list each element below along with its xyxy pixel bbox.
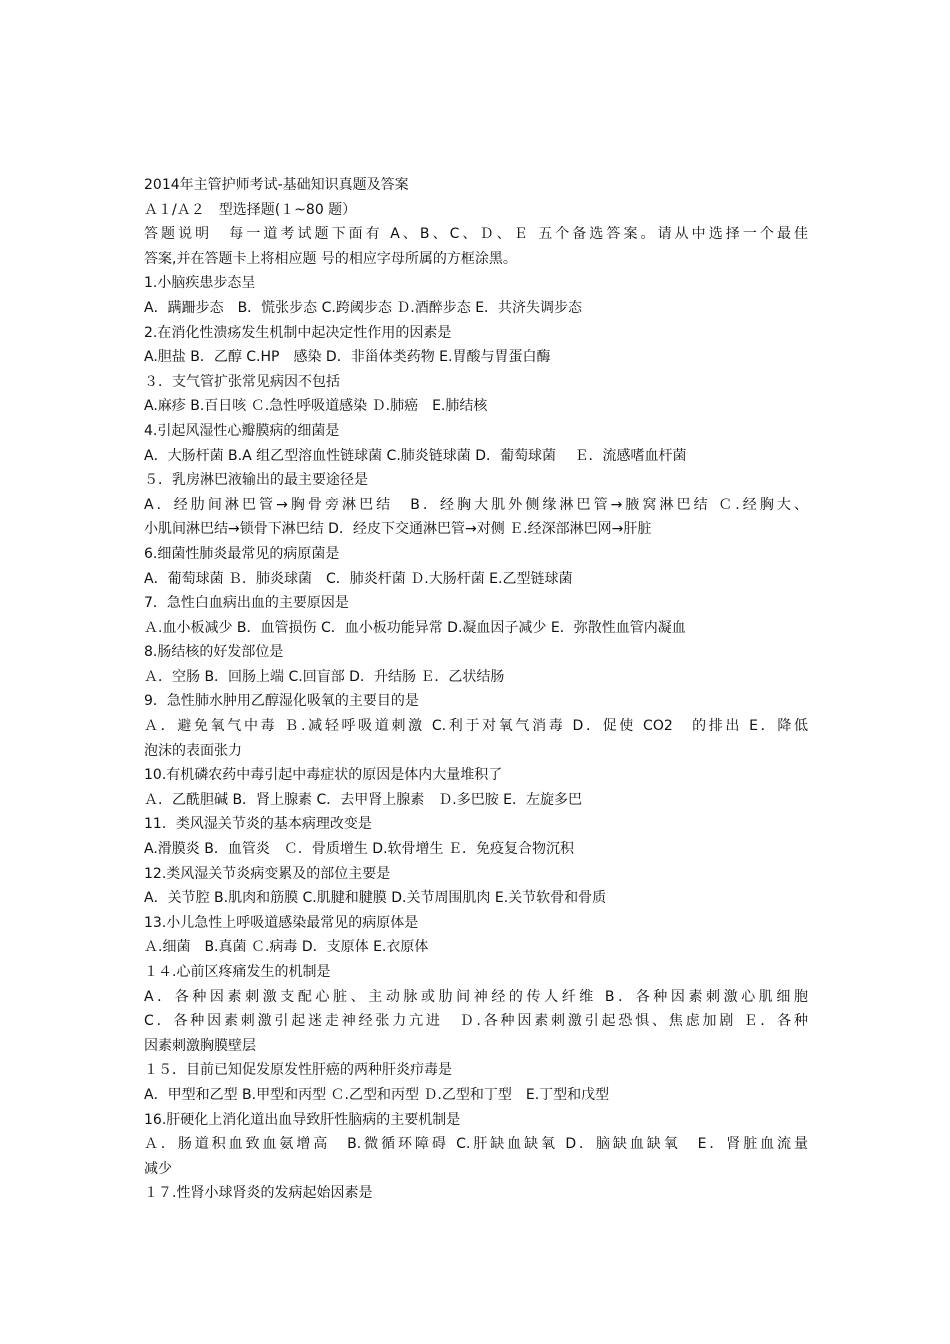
- instructions-line: 答题说明 每一道考试题下面有 A、B、C、Ｄ、Ｅ 五个备选答案。请从中选择一个最佳: [144, 226, 808, 243]
- question-options: A．关节腔 B.肌肉和筋膜 C.肌腱和腱膜 D.关节周围肌肉 E.关节软骨和骨质: [144, 890, 607, 907]
- question-stem: 13.小儿急性上呼吸道感染最常见的病原体是: [144, 914, 419, 931]
- question-stem: 1.小脑疾患步态呈: [144, 275, 256, 292]
- question-stem: 12.类风湿关节炎病变累及的部位主要是: [144, 865, 391, 882]
- question-options: 小肌间淋巴结→锁骨下淋巴结 D．经皮下交通淋巴管→对侧 Ｅ.经深部淋巴网→肝脏: [144, 521, 652, 538]
- question-options: A.麻疹 B.百日咳 Ｃ.急性呼吸道感染 Ｄ.肺癌 E.肺结核: [144, 398, 488, 415]
- question-options: A．蹒跚步态 B．慌张步态 C.跨阈步态 Ｄ.酒醉步态 E．共济失调步态: [144, 299, 583, 316]
- instructions-line: 答案,并在答题卡上将相应题 号的相应字母所属的方框涂黑。: [144, 250, 517, 267]
- question-stem: 16.肝硬化上消化道出血导致肝性脑病的主要机制是: [144, 1111, 461, 1128]
- question-options: A．经肋间淋巴管→胸骨旁淋巴结 B．经胸大肌外侧缘淋巴管→腋窝淋巴结 Ｃ.经胸大、: [144, 496, 808, 513]
- question-options: A.胆盐 B．乙醇 C.HP 感染 D．非甾体类药物 E.胃酸与胃蛋白酶: [144, 349, 551, 366]
- question-stem: ５．乳房淋巴液输出的最主要途径是: [144, 472, 368, 489]
- question-options: 泡沫的表面张力: [144, 742, 242, 759]
- question-stem: ３．支气管扩张常见病因不包括: [144, 373, 340, 390]
- question-options: A．葡萄球菌 Ｂ．肺炎球菌 C．肺炎杆菌 Ｄ.大肠杆菌 E.乙型链球菌: [144, 570, 573, 587]
- question-options: A.滑膜炎 B．血管炎 Ｃ．骨质增生 D.软骨增生 Ｅ．免疫复合物沉积: [144, 841, 574, 858]
- question-options: Ａ．乙酰胆碱 B．肾上腺素 C．去甲肾上腺素 Ｄ.多巴胺 E．左旋多巴: [144, 791, 583, 808]
- question-list: [144, 271, 808, 1206]
- question-stem: 10.有机磷农药中毒引起中毒症状的原因是体内大量堆积了: [144, 767, 503, 784]
- question-options: Ａ．肠道积血致血氨增高 B.微循环障碍 C.肝缺血缺氧 D．脑缺血缺氧 E．肾脏血流量: [144, 1136, 808, 1153]
- question-options: C．各种因素刺激引起迷走神经张力亢进 Ｄ.各种因素刺激引起恐惧、焦虑加剧 Ｅ．各种: [144, 1013, 808, 1030]
- question-stem: 9．急性肺水肿用乙醇湿化吸氧的主要目的是: [144, 693, 419, 710]
- question-stem: １５．目前已知促发原发性肝癌的两种肝炎疖毒是: [144, 1062, 452, 1079]
- question-options: A．甲型和乙型 B.甲型和丙型 Ｃ.乙型和丙型 Ｄ.乙型和丁型 E.丁型和戊型: [144, 1086, 610, 1103]
- question-stem: １４.心前区疼痛发生的机制是: [144, 964, 331, 980]
- question-stem: 8.肠结核的好发部位是: [144, 644, 284, 661]
- question-stem: 7．急性白血病出血的主要原因是: [144, 595, 349, 612]
- question-options: Ａ.细菌 B.真菌 Ｃ.病毒 D．支原体 E.衣原体: [144, 939, 429, 956]
- document-content: [144, 173, 808, 1206]
- section-heading: Ａ１/Ａ２ 型选择题(１~80 题）: [144, 201, 357, 218]
- question-stem: 6.细菌性肺炎最常见的病原菌是: [144, 545, 340, 562]
- question-options: 因素刺激胸膜壁层: [144, 1037, 256, 1054]
- question-stem: 4.引起风湿性心瓣膜病的细菌是: [144, 422, 340, 439]
- question-stem: １７.性肾小球肾炎的发病起始因素是: [144, 1185, 373, 1202]
- question-options: 减少: [144, 1160, 172, 1177]
- question-options: Ａ．避免氧气中毒 Ｂ.减轻呼吸道刺激 C.利于对氧气消毒 D．促使 CO2 的排出 E．降低: [144, 718, 808, 735]
- question-options: A．大肠杆菌 B.A 组乙型溶血性链球菌 C.肺炎链球菌 D．葡萄球菌 Ｅ．流感嗜血杆菌: [144, 447, 687, 464]
- document-title: 2014年主管护师考试-基础知识真题及答案: [144, 177, 409, 193]
- question-stem: 11．类风湿关节炎的基本病理改变是: [144, 816, 372, 833]
- question-options: A．各种因素刺激支配心脏、主动脉或肋间神经的传人纤维 B．各种因素刺激心肌细胞: [144, 988, 808, 1005]
- question-stem: 2.在消化性溃疡发生机制中起决定性作用的因素是: [144, 324, 452, 341]
- question-options: Ａ.血小板减少 B．血管损伤 C．血小板功能异常 D.凝血因子减少 E．弥散性血管内凝血: [144, 619, 686, 636]
- question-options: Ａ．空肠 B．回肠上端 C.回盲部 D．升结肠 Ｅ．乙状结肠: [144, 668, 505, 685]
